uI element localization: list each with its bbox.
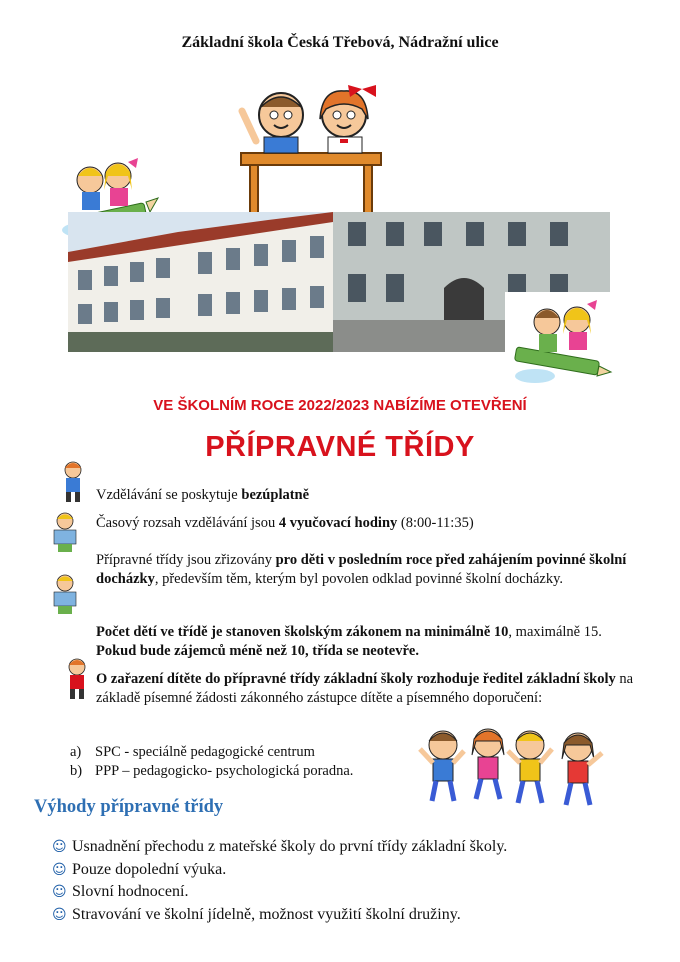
list-marker: a)	[70, 744, 82, 760]
list-marker: b)	[70, 763, 83, 779]
child-reading-cartoon-icon	[48, 572, 82, 616]
recommendation-options-list	[70, 743, 353, 781]
smiley-icon: ☺	[52, 839, 67, 855]
list-item-text: PPP – pedagogicko- psychologická poradna.	[95, 763, 354, 779]
benefits-heading: Výhody přípravné třídy	[34, 797, 224, 817]
text-bold: pro děti v posledním roce před zahájením povinné školní docházky	[96, 552, 627, 587]
child-reading-cartoon-icon	[48, 510, 82, 554]
text: (8:00-11:35)	[397, 515, 474, 531]
benefit-text: Stravování ve školní jídelně, možnost využití školní družiny.	[72, 905, 461, 923]
list-item	[52, 881, 507, 904]
text-bold: Počet dětí ve třídě je stanoven školským zákonem na minimálně 10	[96, 624, 509, 640]
text-bold: bezúplatně	[241, 487, 310, 503]
benefit-text: Pouze dopolední výuka.	[72, 860, 227, 878]
paragraph-free-education	[96, 486, 644, 505]
offer-announcement: VE ŠKOLNÍM ROCE 2022/2023 NABÍZÍME OTEVŘENÍ	[153, 397, 527, 414]
kids-at-desk-illustration	[236, 85, 386, 215]
text: , maximálně 15.	[508, 624, 602, 640]
list-item	[52, 836, 507, 859]
kids-on-pencil-illustration-right	[505, 292, 615, 387]
text-bold: O zařazení dítěte do přípravné třídy základní školy rozhoduje ředitel základní školy	[96, 671, 616, 687]
paragraph-class-size	[96, 623, 644, 661]
text: na základě písemné žádosti zákonného zástupce dítěte a písemného doporučení:	[96, 671, 634, 706]
text-bold: 4 vyučovací hodiny	[278, 515, 398, 531]
smiley-icon: ☺	[52, 861, 67, 878]
benefit-text: Slovní hodnocení.	[72, 883, 189, 900]
smiley-icon: ☺	[52, 906, 67, 923]
list-item	[52, 904, 507, 927]
school-name: Základní škola Česká Třebová, Nádražní ulice	[181, 34, 499, 51]
benefit-text: Usnadnění přechodu z mateřské školy do první třídy základní školy.	[72, 838, 508, 855]
paragraph-time-range	[96, 514, 644, 533]
benefits-list	[52, 836, 507, 926]
main-title: PŘÍPRAVNÉ TŘÍDY	[205, 431, 475, 463]
text-bold: Pokud bude zájemců méně než 10, třída se neotevře.	[96, 643, 419, 659]
text: Vzdělávání se poskytuje	[96, 487, 242, 503]
paragraph-target-children	[96, 551, 644, 589]
child-cartoon-icon	[56, 460, 90, 504]
paragraph-admission	[96, 670, 644, 708]
list-item	[70, 743, 353, 762]
happy-children-group-illustration	[418, 725, 623, 810]
text: , především těm, kterým byl povolen odklad povinné školní docházky.	[154, 571, 564, 587]
list-item	[52, 859, 507, 882]
child-cartoon-icon	[60, 657, 94, 701]
list-item-text: SPC - speciálně pedagogické centrum	[95, 744, 315, 760]
list-item	[70, 762, 353, 781]
smiley-icon: ☺	[52, 884, 67, 900]
text: Přípravné třídy jsou zřizovány	[96, 552, 276, 568]
text: Časový rozsah vzdělávání jsou	[96, 515, 279, 531]
